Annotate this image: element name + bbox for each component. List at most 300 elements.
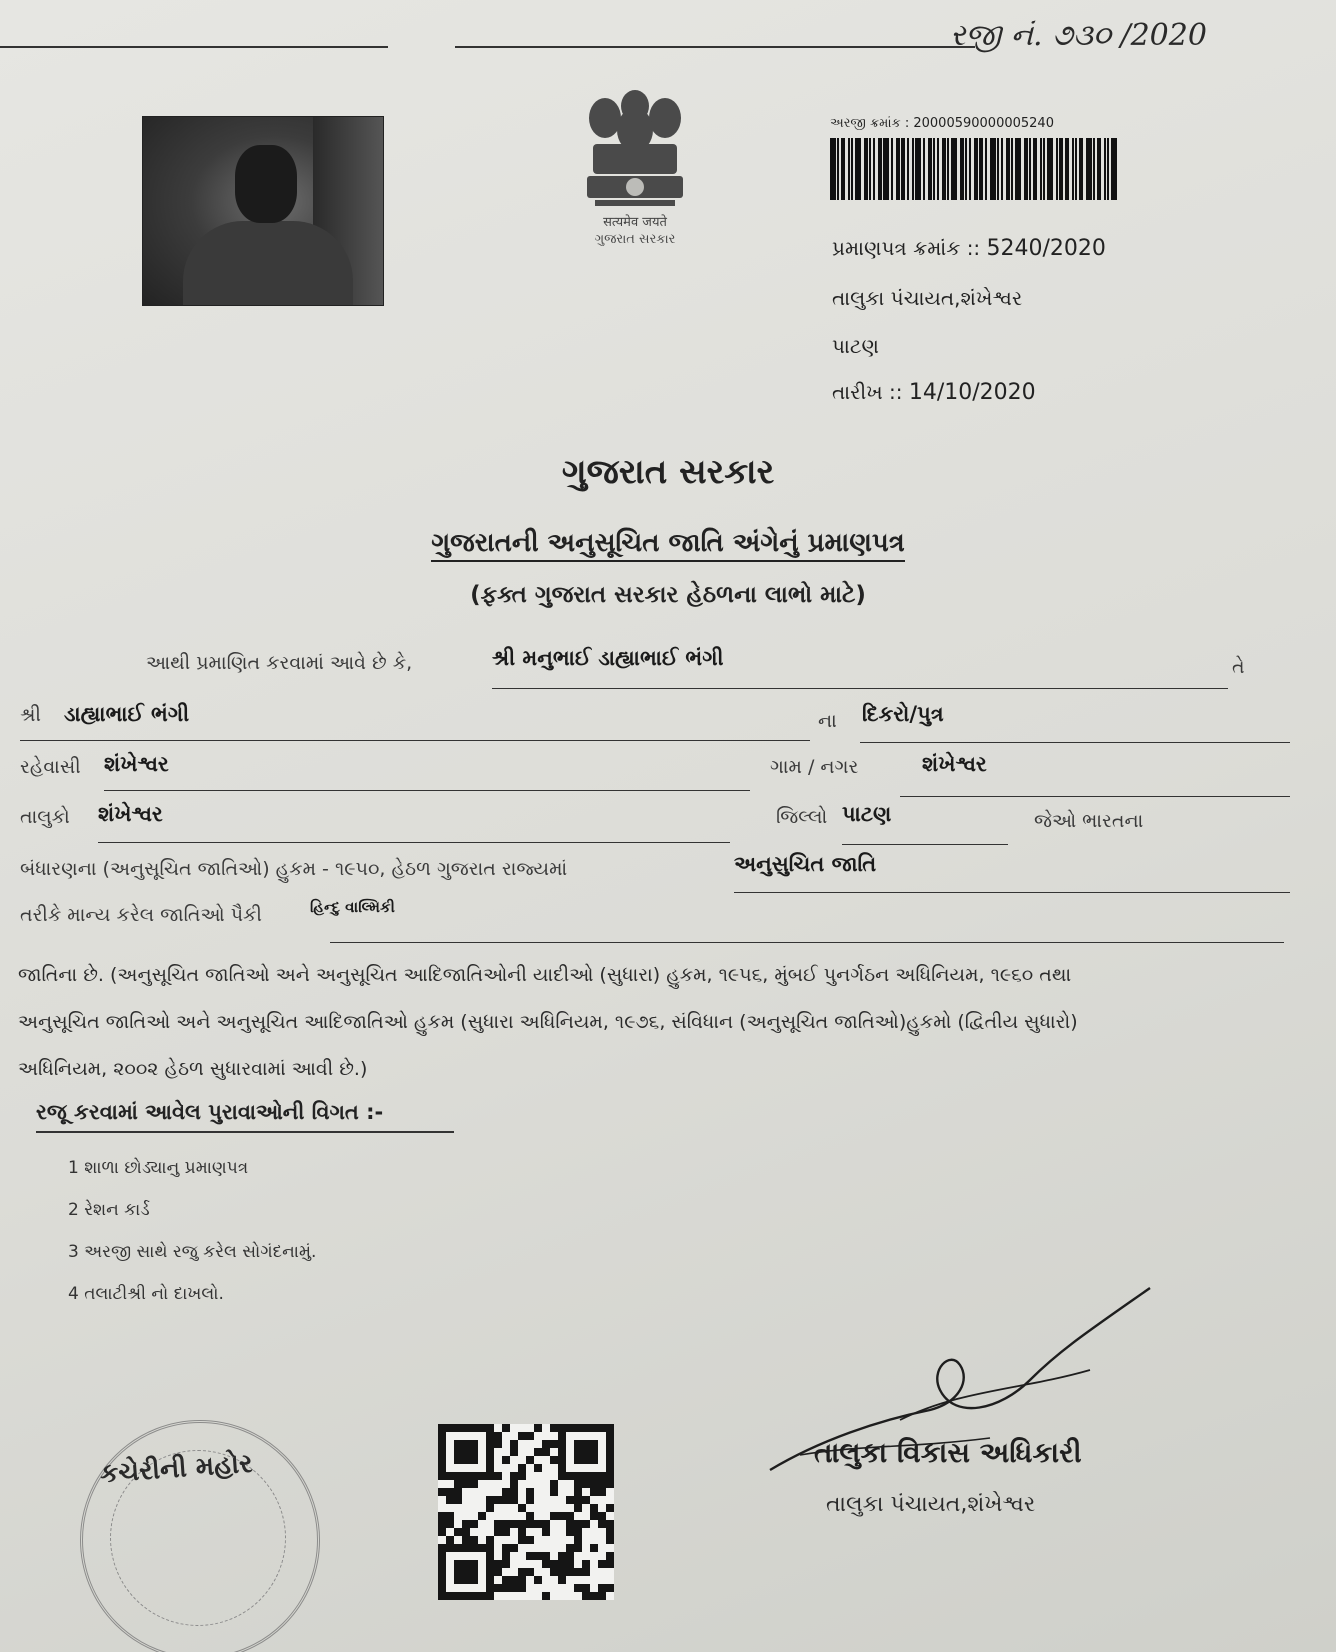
qr-module	[550, 1584, 558, 1592]
signatory-office: તાલુકા પંચાયત,શંખેશ્વર	[826, 1492, 1036, 1517]
qr-module	[446, 1488, 454, 1496]
qr-module	[574, 1504, 582, 1512]
qr-module	[606, 1560, 614, 1568]
qr-module	[510, 1560, 518, 1568]
qr-module	[454, 1552, 462, 1560]
barcode-bar	[1047, 138, 1053, 200]
qr-module	[486, 1456, 494, 1464]
qr-module	[606, 1568, 614, 1576]
qr-module	[494, 1488, 502, 1496]
top-rule-left	[0, 46, 388, 48]
qr-module	[470, 1512, 478, 1520]
qr-module	[558, 1472, 566, 1480]
qr-module	[462, 1544, 470, 1552]
qr-module	[494, 1464, 502, 1472]
qr-module	[486, 1432, 494, 1440]
qr-module	[598, 1544, 606, 1552]
qr-module	[478, 1512, 486, 1520]
qr-module	[566, 1560, 574, 1568]
qr-module	[606, 1464, 614, 1472]
qr-module	[534, 1528, 542, 1536]
qr-module	[566, 1496, 574, 1504]
qr-module	[478, 1576, 486, 1584]
qr-module	[590, 1464, 598, 1472]
qr-module	[454, 1568, 462, 1576]
qr-module	[526, 1568, 534, 1576]
india-text: જેઓ ભારતના	[1034, 810, 1144, 832]
qr-module	[534, 1504, 542, 1512]
qr-module	[534, 1560, 542, 1568]
qr-module	[470, 1488, 478, 1496]
category-value: અનુસુચિત જાતિ	[734, 852, 877, 876]
barcode-bar	[1075, 138, 1077, 200]
qr-module	[502, 1584, 510, 1592]
qr-module	[574, 1512, 582, 1520]
qr-module	[542, 1448, 550, 1456]
emblem-motto: सत्यमेव जयते	[603, 215, 667, 230]
qr-module	[550, 1440, 558, 1448]
qr-module	[590, 1576, 598, 1584]
qr-module	[438, 1440, 446, 1448]
district-line	[842, 844, 1008, 845]
qr-module	[502, 1536, 510, 1544]
signatory-title: તાલુકા વિકાસ અધિકારી	[814, 1436, 1082, 1469]
qr-module	[446, 1432, 454, 1440]
qr-module	[598, 1464, 606, 1472]
documents-title: રજૂ કરવામાં આવેલ પુરાવાઓની વિગત :-	[36, 1100, 454, 1133]
qr-module	[526, 1464, 534, 1472]
qr-module	[438, 1512, 446, 1520]
qr-module	[526, 1512, 534, 1520]
holder-name: શ્રી મનુભાઈ ડાહ્યાભાઈ ભંગી	[492, 646, 724, 670]
qr-module	[462, 1584, 470, 1592]
issue-date-label: તારીખ ::	[832, 380, 909, 404]
qr-module	[542, 1464, 550, 1472]
qr-module	[606, 1520, 614, 1528]
document-item: 4 તલાટીશ્રી નો દાખલો.	[68, 1284, 224, 1304]
qr-module	[598, 1432, 606, 1440]
barcode-bar	[1011, 138, 1013, 200]
qr-module	[470, 1584, 478, 1592]
qr-module	[446, 1568, 454, 1576]
qr-module	[502, 1576, 510, 1584]
barcode-bar	[947, 138, 949, 200]
qr-module	[510, 1552, 518, 1560]
qr-module	[566, 1440, 574, 1448]
qr-module	[454, 1496, 462, 1504]
qr-module	[446, 1424, 454, 1432]
qr-module	[542, 1504, 550, 1512]
qr-module	[478, 1480, 486, 1488]
qr-module	[534, 1512, 542, 1520]
qr-module	[486, 1496, 494, 1504]
qr-module	[510, 1432, 518, 1440]
qr-module	[510, 1456, 518, 1464]
qr-module	[590, 1528, 598, 1536]
qr-module	[446, 1464, 454, 1472]
taluka-value: શંખેશ્વર	[98, 802, 163, 826]
district-value: પાટણ	[842, 802, 892, 826]
qr-module	[486, 1520, 494, 1528]
qr-module	[446, 1592, 454, 1600]
qr-module	[542, 1496, 550, 1504]
qr-module	[518, 1432, 526, 1440]
qr-module	[574, 1488, 582, 1496]
qr-module	[494, 1512, 502, 1520]
qr-module	[470, 1544, 478, 1552]
qr-module	[510, 1568, 518, 1576]
barcode-bar	[965, 138, 967, 200]
qr-module	[534, 1496, 542, 1504]
qr-module	[598, 1480, 606, 1488]
qr-module	[598, 1576, 606, 1584]
qr-module	[582, 1552, 590, 1560]
qr-module	[518, 1584, 526, 1592]
qr-module	[518, 1472, 526, 1480]
qr-module	[550, 1448, 558, 1456]
qr-module	[454, 1544, 462, 1552]
qr-module	[438, 1424, 446, 1432]
barcode-bar	[951, 138, 957, 200]
qr-module	[574, 1528, 582, 1536]
qr-module	[574, 1480, 582, 1488]
qr-module	[510, 1544, 518, 1552]
qr-module	[574, 1592, 582, 1600]
certificate-number	[832, 236, 1106, 261]
barcode-bar	[960, 138, 964, 200]
qr-module	[454, 1504, 462, 1512]
qr-module	[478, 1464, 486, 1472]
qr-module	[494, 1520, 502, 1528]
qr-module	[550, 1496, 558, 1504]
qr-module	[470, 1504, 478, 1512]
qr-module	[502, 1592, 510, 1600]
qr-module	[542, 1544, 550, 1552]
qr-module	[470, 1424, 478, 1432]
caste-line	[330, 942, 1284, 943]
qr-module	[534, 1520, 542, 1528]
qr-module	[494, 1536, 502, 1544]
qr-module	[486, 1536, 494, 1544]
qr-module	[462, 1464, 470, 1472]
qr-module	[502, 1472, 510, 1480]
qr-module	[590, 1584, 598, 1592]
document-item: 3 અરજી સાથે રજુ કરેલ સોગંદનામું.	[68, 1242, 317, 1262]
qr-module	[534, 1536, 542, 1544]
qr-module	[438, 1528, 446, 1536]
barcode-bar	[1086, 138, 1092, 200]
qr-module	[470, 1496, 478, 1504]
qr-module	[598, 1456, 606, 1464]
barcode-bar	[974, 138, 978, 200]
qr-module	[558, 1488, 566, 1496]
qr-module	[478, 1504, 486, 1512]
barcode-bar	[1006, 138, 1010, 200]
qr-module	[454, 1536, 462, 1544]
qr-module	[590, 1568, 598, 1576]
qr-module	[542, 1472, 550, 1480]
legal-line-2: અનુસૂચિત જાતિઓ અને અનુસૂચિત આદિજાતિઓ હુકમ (સુધારા અધિનિયમ, ૧૯૭૬, સંવિધાન (અનુસૂચિત જાતિઓ)હુકમો (દ્વિતીય સુધારો)	[18, 1011, 1078, 1033]
barcode-bar	[1033, 138, 1037, 200]
qr-module	[558, 1568, 566, 1576]
qr-module	[478, 1584, 486, 1592]
qr-module	[558, 1424, 566, 1432]
qr-module	[518, 1496, 526, 1504]
qr-module	[438, 1592, 446, 1600]
qr-module	[518, 1424, 526, 1432]
qr-module	[558, 1464, 566, 1472]
barcode-bar	[855, 138, 861, 200]
shri-label: શ્રી	[20, 704, 41, 726]
qr-module	[454, 1584, 462, 1592]
qr-module	[582, 1536, 590, 1544]
qr-module	[454, 1464, 462, 1472]
qr-module	[574, 1464, 582, 1472]
qr-module	[542, 1552, 550, 1560]
qr-module	[518, 1592, 526, 1600]
qr-module	[598, 1592, 606, 1600]
qr-module	[494, 1448, 502, 1456]
qr-module	[510, 1448, 518, 1456]
qr-module	[582, 1512, 590, 1520]
village-value: શંખેશ્વર	[922, 752, 987, 776]
qr-module	[470, 1456, 478, 1464]
qr-module	[558, 1504, 566, 1512]
qr-module	[534, 1432, 542, 1440]
barcode-bar	[878, 138, 882, 200]
emblem-caption	[555, 214, 715, 248]
barcode-bar	[1043, 138, 1045, 200]
qr-module	[454, 1456, 462, 1464]
barcode-bar	[864, 138, 868, 200]
barcode-bar	[883, 138, 889, 200]
qr-module	[582, 1448, 590, 1456]
qr-module	[598, 1584, 606, 1592]
barcode-bar	[1107, 138, 1109, 200]
qr-module	[590, 1488, 598, 1496]
qr-module	[478, 1432, 486, 1440]
qr-module	[566, 1432, 574, 1440]
qr-module	[582, 1424, 590, 1432]
qr-module	[486, 1464, 494, 1472]
qr-module	[470, 1536, 478, 1544]
qr-module	[526, 1480, 534, 1488]
qr-module	[566, 1552, 574, 1560]
qr-module	[534, 1464, 542, 1472]
qr-module	[558, 1528, 566, 1536]
barcode-bar	[907, 138, 909, 200]
barcode-bar	[915, 138, 921, 200]
qr-module	[510, 1520, 518, 1528]
qr-module	[446, 1584, 454, 1592]
qr-module	[446, 1496, 454, 1504]
qr-module	[494, 1440, 502, 1448]
qr-module	[494, 1544, 502, 1552]
qr-module	[566, 1520, 574, 1528]
qr-module	[598, 1488, 606, 1496]
certificate-subtitle: (ફક્ત ગુજરાત સરકાર હેઠળના લાભો માટે)	[470, 582, 866, 608]
qr-module	[518, 1440, 526, 1448]
qr-module	[598, 1520, 606, 1528]
qr-module	[534, 1576, 542, 1584]
qr-module	[534, 1440, 542, 1448]
certificate-title-text: ગુજરાતની અનુસૂચિત જાતિ અંગેનું પ્રમાણપત્ર	[431, 528, 905, 562]
qr-module	[598, 1504, 606, 1512]
qr-module	[518, 1528, 526, 1536]
qr-module	[510, 1528, 518, 1536]
qr-module	[438, 1480, 446, 1488]
qr-module	[462, 1560, 470, 1568]
qr-module	[542, 1576, 550, 1584]
qr-module	[598, 1536, 606, 1544]
qr-module	[478, 1560, 486, 1568]
qr-module	[518, 1576, 526, 1584]
qr-module	[486, 1440, 494, 1448]
qr-module	[582, 1488, 590, 1496]
qr-module	[446, 1480, 454, 1488]
qr-module	[574, 1424, 582, 1432]
qr-module	[462, 1448, 470, 1456]
qr-module	[510, 1584, 518, 1592]
qr-module	[486, 1512, 494, 1520]
qr-module	[582, 1584, 590, 1592]
qr-module	[502, 1496, 510, 1504]
barcode-bar	[1059, 138, 1063, 200]
qr-module	[510, 1424, 518, 1432]
qr-module	[502, 1448, 510, 1456]
qr-module	[550, 1480, 558, 1488]
qr-module	[502, 1480, 510, 1488]
qr-module	[526, 1432, 534, 1440]
qr-module	[558, 1584, 566, 1592]
qr-module	[494, 1496, 502, 1504]
barcode-bar	[1079, 138, 1083, 200]
qr-module	[598, 1496, 606, 1504]
qr-module	[542, 1584, 550, 1592]
qr-module	[454, 1472, 462, 1480]
qr-module	[454, 1488, 462, 1496]
barcode-bar	[873, 138, 875, 200]
qr-module	[566, 1504, 574, 1512]
qr-module	[558, 1592, 566, 1600]
qr-module	[462, 1488, 470, 1496]
qr-module	[526, 1520, 534, 1528]
qr-module	[526, 1584, 534, 1592]
qr-module	[534, 1552, 542, 1560]
qr-module	[598, 1472, 606, 1480]
qr-module	[526, 1496, 534, 1504]
qr-module	[574, 1496, 582, 1504]
qr-module	[542, 1592, 550, 1600]
qr-module	[438, 1576, 446, 1584]
qr-module	[518, 1456, 526, 1464]
qr-module	[518, 1448, 526, 1456]
qr-module	[582, 1520, 590, 1528]
qr-module	[502, 1544, 510, 1552]
qr-module	[606, 1456, 614, 1464]
qr-module	[486, 1592, 494, 1600]
barcode-bar	[891, 138, 893, 200]
qr-module	[446, 1536, 454, 1544]
qr-module	[590, 1480, 598, 1488]
qr-module	[470, 1480, 478, 1488]
barcode-bar	[979, 138, 983, 200]
qr-module	[438, 1448, 446, 1456]
qr-module	[582, 1456, 590, 1464]
barcode-bar	[928, 138, 932, 200]
qr-module	[478, 1456, 486, 1464]
qr-module	[502, 1504, 510, 1512]
qr-module	[574, 1544, 582, 1552]
qr-module	[446, 1560, 454, 1568]
village-line	[900, 796, 1290, 797]
qr-module	[606, 1432, 614, 1440]
qr-module	[518, 1488, 526, 1496]
qr-module	[590, 1592, 598, 1600]
qr-module	[470, 1464, 478, 1472]
qr-module	[542, 1520, 550, 1528]
resident-line	[104, 790, 750, 791]
qr-module	[590, 1544, 598, 1552]
qr-module	[446, 1544, 454, 1552]
qr-module	[446, 1576, 454, 1584]
qr-module	[582, 1504, 590, 1512]
qr-module	[454, 1432, 462, 1440]
father-name-line	[20, 740, 810, 741]
qr-module	[558, 1512, 566, 1520]
taluka-label: તાલુકો	[20, 806, 70, 828]
qr-module	[606, 1488, 614, 1496]
qr-module	[542, 1528, 550, 1536]
relation-line	[860, 742, 1290, 743]
qr-module	[462, 1536, 470, 1544]
qr-module	[550, 1552, 558, 1560]
qr-module	[462, 1520, 470, 1528]
qr-module	[606, 1448, 614, 1456]
qr-module	[454, 1440, 462, 1448]
qr-module	[446, 1504, 454, 1512]
relation: દિકરો/પુત્ર	[862, 702, 944, 726]
qr-module	[590, 1504, 598, 1512]
qr-module	[462, 1440, 470, 1448]
applicant-photo	[142, 116, 384, 306]
constitution-text: બંધારણના (અનુસૂચિત જાતિઓ) હુકમ - ૧૯૫૦, હેઠળ ગુજરાત રાજ્યમાં	[20, 858, 568, 880]
qr-module	[534, 1568, 542, 1576]
qr-module	[566, 1456, 574, 1464]
qr-module	[438, 1552, 446, 1560]
qr-module	[502, 1432, 510, 1440]
qr-module	[606, 1480, 614, 1488]
taluka-line	[98, 842, 730, 843]
document-item: 1 શાળા છોડ્યાનુ પ્રમાણપત્ર	[68, 1158, 249, 1178]
qr-module	[438, 1584, 446, 1592]
qr-module	[550, 1560, 558, 1568]
qr-module	[486, 1528, 494, 1536]
qr-module	[486, 1576, 494, 1584]
qr-module	[590, 1424, 598, 1432]
qr-module	[590, 1472, 598, 1480]
barcode-bar	[912, 138, 914, 200]
qr-module	[438, 1488, 446, 1496]
qr-module	[542, 1432, 550, 1440]
qr-module	[574, 1576, 582, 1584]
qr-module	[550, 1488, 558, 1496]
qr-module	[550, 1528, 558, 1536]
qr-module	[550, 1456, 558, 1464]
qr-module	[454, 1560, 462, 1568]
qr-module	[534, 1448, 542, 1456]
qr-module	[590, 1440, 598, 1448]
